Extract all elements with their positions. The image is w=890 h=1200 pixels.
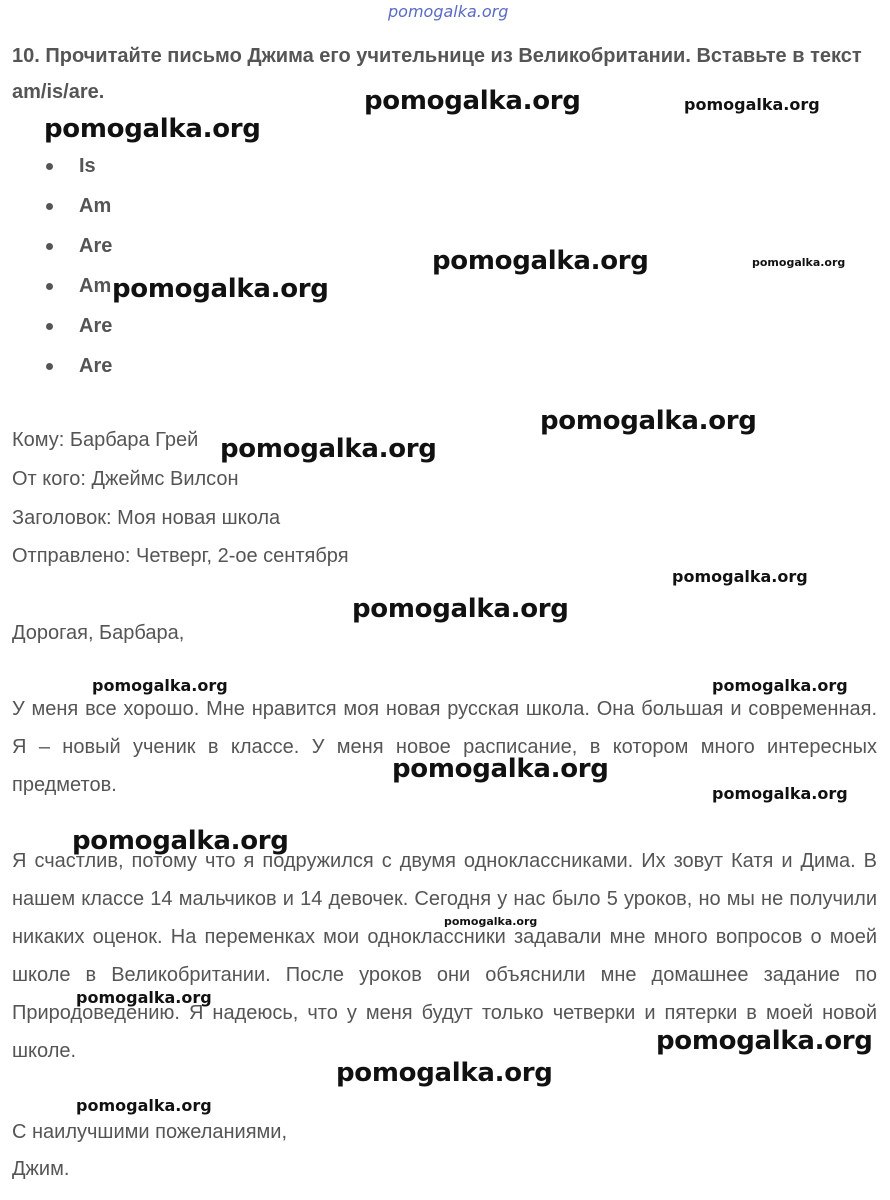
answer-text: Am — [79, 275, 112, 297]
bullet-icon — [46, 323, 53, 330]
bullet-icon — [46, 363, 53, 370]
bullet-icon — [46, 283, 53, 290]
watermark: pomogalka.org — [656, 1026, 873, 1056]
answer-item-4 — [44, 266, 112, 306]
watermark: pomogalka.org — [392, 754, 609, 784]
answer-item-1 — [44, 146, 112, 186]
answer-item-2 — [44, 186, 112, 226]
answer-text: Am — [79, 195, 112, 217]
bullet-icon — [46, 163, 53, 170]
watermark: pomogalka.org — [336, 1058, 553, 1088]
letter-greeting: Дорогая, Барбара, — [12, 622, 185, 644]
watermark: pomogalka.org — [352, 594, 569, 624]
email-from: От кого: Джеймс Вилсон — [12, 468, 239, 490]
email-to: Кому: Барбара Грей — [12, 429, 199, 451]
answer-list — [44, 146, 112, 386]
bullet-icon — [46, 203, 53, 210]
letter-signature: Джим. — [12, 1158, 70, 1180]
email-sent: Отправлено: Четверг, 2-ое сентября — [12, 545, 349, 567]
email-subject: Заголовок: Моя новая школа — [12, 507, 281, 529]
answer-item-6 — [44, 346, 112, 386]
watermark: pomogalka.org — [752, 256, 846, 269]
watermark: pomogalka.org — [364, 86, 581, 116]
watermark: pomogalka.org — [72, 826, 289, 856]
watermark: pomogalka.org — [112, 274, 329, 304]
answer-item-5 — [44, 306, 112, 346]
watermark: pomogalka.org — [684, 95, 820, 114]
letter-closing: С наилучшими пожеланиями, — [12, 1121, 288, 1143]
watermark: pomogalka.org — [444, 915, 538, 928]
watermark: pomogalka.org — [76, 988, 212, 1007]
watermark: pomogalka.org — [432, 246, 649, 276]
watermark: pomogalka.org — [388, 2, 509, 21]
watermark: pomogalka.org — [712, 676, 848, 695]
watermark: pomogalka.org — [540, 406, 757, 436]
watermark: pomogalka.org — [712, 784, 848, 803]
watermark: pomogalka.org — [220, 434, 437, 464]
watermark: pomogalka.org — [92, 676, 228, 695]
watermark: pomogalka.org — [44, 114, 261, 144]
bullet-icon — [46, 243, 53, 250]
answer-text: Are — [79, 315, 113, 337]
answer-text: Is — [79, 155, 96, 177]
answer-text: Are — [79, 235, 113, 257]
watermark: pomogalka.org — [672, 567, 808, 586]
task-instruction: 10. Прочитайте письмо Джима его учительнице из Великобритании. Вставьте в текст am/is/are. — [12, 45, 862, 103]
answer-item-3 — [44, 226, 112, 266]
letter-paragraph-1: У меня все хорошо. Мне нравится моя новая русская школа. Она большая и современная. Я – новый ученик в классе. У меня новое расписание, в котором много интересных предметов. — [12, 698, 877, 796]
answer-text: Are — [79, 355, 113, 377]
watermark: pomogalka.org — [76, 1096, 212, 1115]
letter-paragraph-2: Я счастлив, потому что я подружился с двумя одноклассниками. Их зовут Катя и Дима. В нашем классе 14 мальчиков и 14 девочек. Сегодня у нас было 5 уроков, но мы не получили никаких оценок. На переменках мои одноклассники задавали мне много вопросов о моей школе в Великобритании. После уроков они объяснили мне домашнее задание по Природоведению. Я надеюсь, что у меня будут только четверки и пятерки в моей новой школе. — [12, 850, 877, 1062]
